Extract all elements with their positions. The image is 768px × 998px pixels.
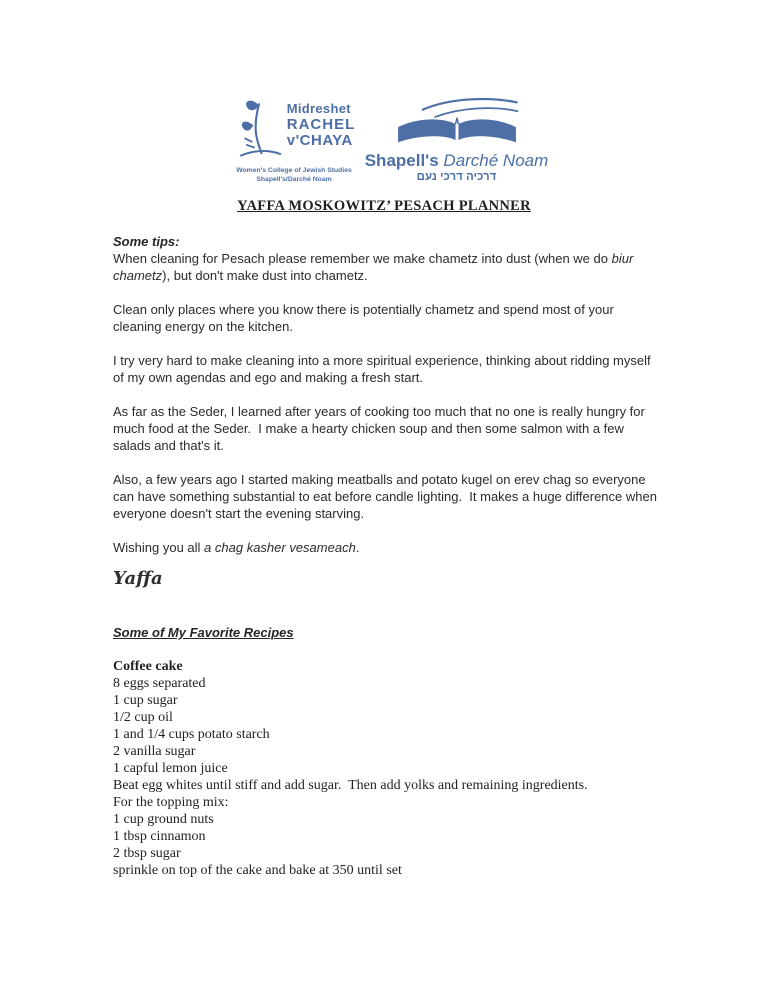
midreshet-tagline-line2: Shapell's/Darché Noam (256, 176, 332, 184)
shapells-wordmark (365, 152, 549, 170)
logo-block (0, 0, 768, 184)
recipe-line: 1 cup sugar (113, 693, 178, 708)
midreshet-name-line1: Midreshet (286, 101, 351, 116)
paragraph-spiritual-experience: I try very hard to make cleaning into a more spiritual experience, thinking about ridding myself of my own agendas and ego and making a fresh start. (113, 353, 655, 385)
shapells-name-bold: Shapell's (364, 151, 439, 170)
midreshet-logo (227, 96, 362, 184)
recipe-line: 1 tbsp cinnamon (113, 829, 206, 844)
paragraph-clean-only-places: Clean only places where you know there is potentially chametz and spend most of your cleaning energy on the kitchen. (113, 302, 618, 334)
recipe-title: Coffee cake (113, 659, 183, 674)
recipe-line: 1/2 cup oil (113, 710, 173, 725)
recipe-line: 2 tbsp sugar (113, 846, 181, 861)
midreshet-tagline (236, 166, 352, 184)
wishing-line (113, 539, 665, 556)
recipes-section-heading: Some of My Favorite Recipes (113, 625, 294, 640)
tips-heading: Some tips: (113, 234, 180, 249)
paragraph-erev-chag: Also, a few years ago I started making meatballs and potato kugel on erev chag so everyone can have something substantial to eat before candle lighting. It makes a huge difference when everyone doesn't start the evening starving. (113, 472, 661, 521)
paragraph-1-segment-3: ), but don't make dust into chametz. (162, 268, 368, 283)
midreshet-name-line3: v'CHAYA (286, 132, 353, 149)
open-book-icon (374, 98, 540, 151)
wishing-italic-chag-kasher: a chag kasher vesameach (204, 540, 356, 555)
page-title: YAFFA MOSKOWITZ’ PESACH PLANNER (237, 198, 531, 214)
midreshet-wordmark (287, 102, 356, 148)
recipe-line: sprinkle on top of the cake and bake at 350 until set (113, 863, 402, 878)
recipe-line: 8 eggs separated (113, 676, 206, 691)
shapells-name-italic: Darché Noam (438, 151, 549, 170)
document-body (113, 233, 665, 879)
plant-sprout-icon (233, 96, 285, 163)
recipe-line: 1 capful lemon juice (113, 761, 228, 776)
midreshet-tagline-line1: Women's College of Jewish Studies (236, 167, 352, 174)
wishing-segment-3: . (355, 540, 360, 555)
wishing-segment-1: Wishing you all (113, 540, 205, 555)
recipe-line: 2 vanilla sugar (113, 744, 196, 759)
recipe-coffee-cake (113, 658, 665, 879)
shapells-hebrew-text: דרכיה דרכי נעם (416, 170, 497, 183)
recipe-line: 1 cup ground nuts (113, 812, 214, 827)
midreshet-logo-top (233, 96, 356, 163)
midreshet-name-line2: RACHEL (286, 116, 356, 133)
paragraph-seder-food: As far as the Seder, I learned after years of cooking too much that no one is really hungry for much food at the Seder. I make a hearty chicken soup and then some salmon with a few salads and that's it. (113, 404, 649, 453)
signature-yaffa: Yaffa (113, 568, 163, 589)
paragraph-1-italic-biur-chametz: biur chametz (113, 251, 637, 283)
recipe-line: Beat egg whites until stiff and add sugar. Then add yolks and remaining ingredients. (113, 778, 588, 793)
recipe-line: 1 and 1/4 cups potato starch (113, 727, 270, 742)
paragraph-1-segment-1: When cleaning for Pesach please remember we make chametz into dust (when we do (113, 251, 612, 266)
recipe-line: For the topping mix: (113, 795, 229, 810)
shapells-logo (364, 98, 549, 183)
paragraph-cleaning-dust (113, 250, 665, 284)
